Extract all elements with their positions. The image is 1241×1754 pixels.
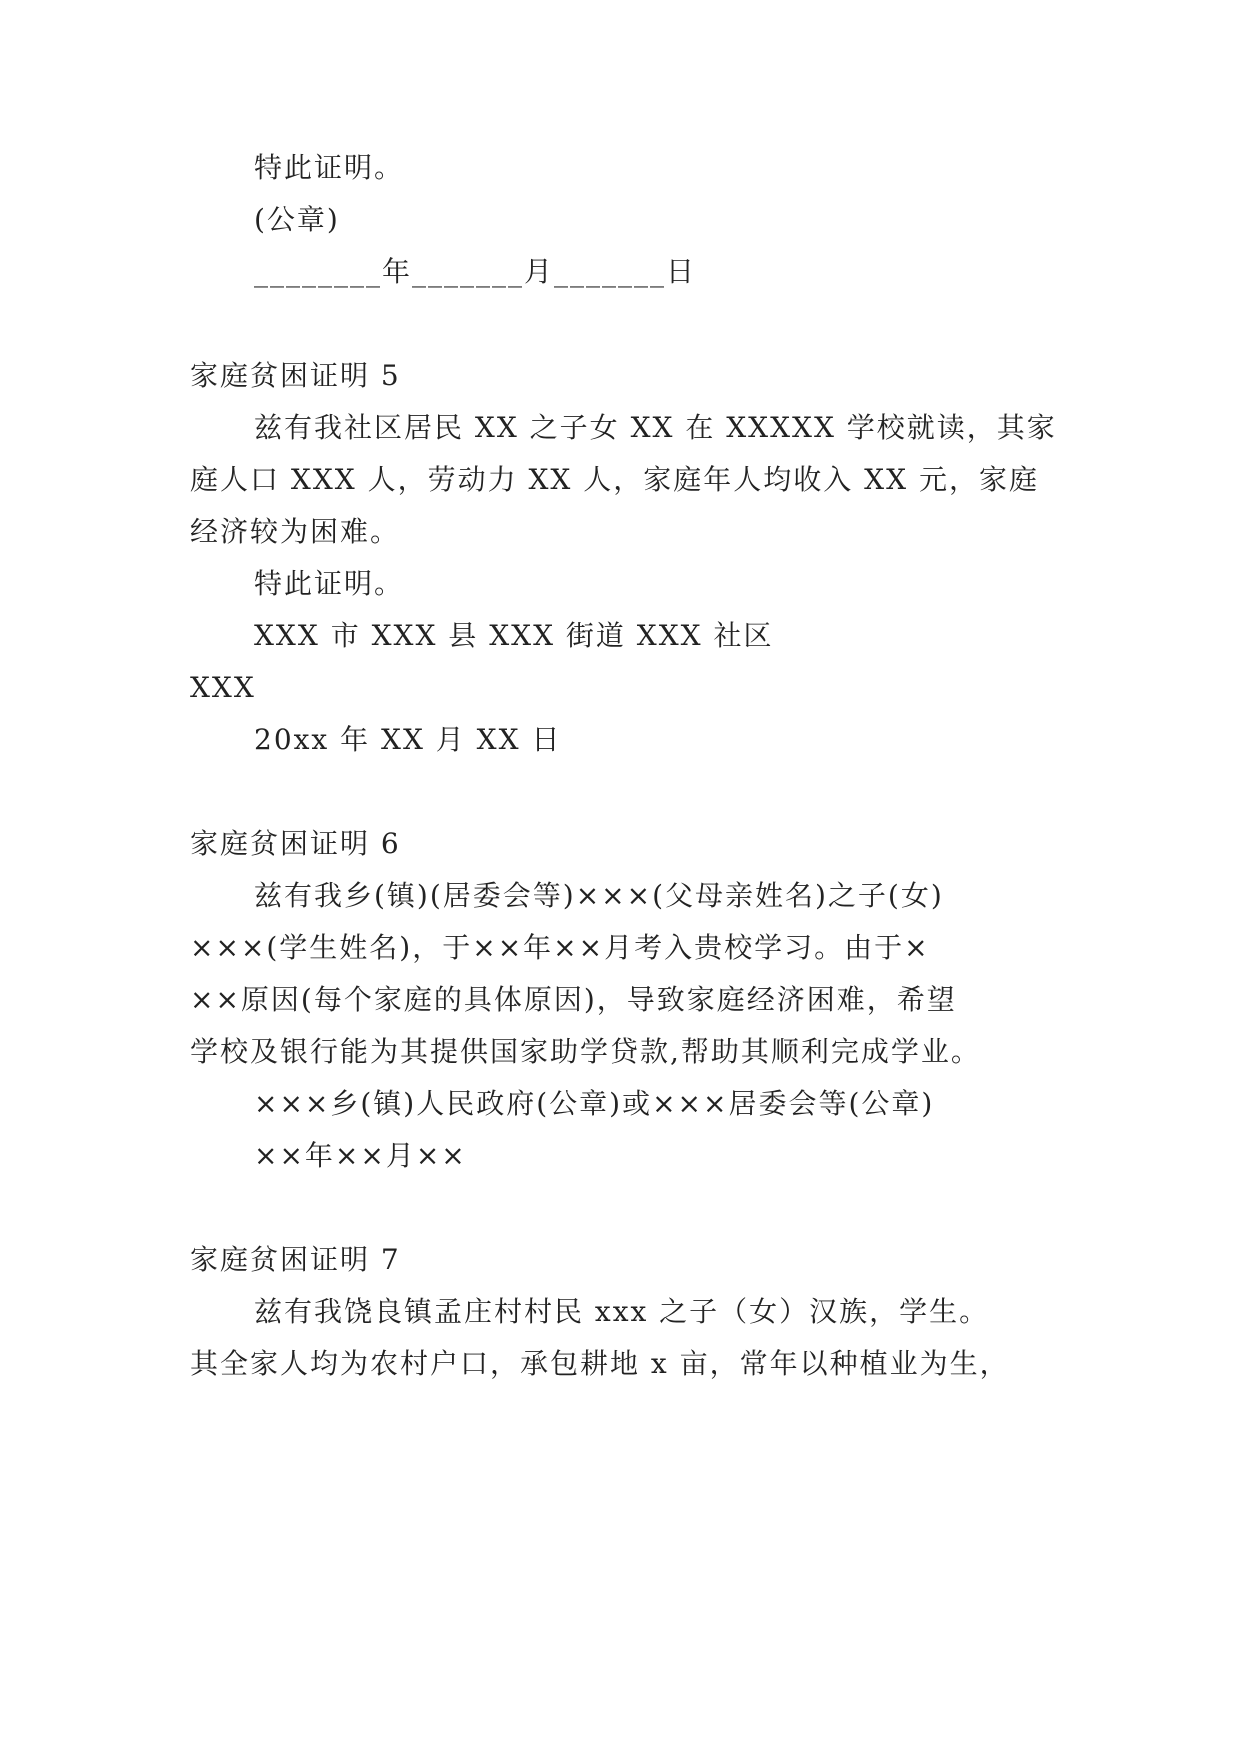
paragraph-line: 经济较为困难。 bbox=[190, 515, 401, 548]
seal-text: (公章) bbox=[254, 203, 340, 236]
paragraph-line: 兹有我社区居民 XX 之子女 XX 在 XXXXX 学校就读，其家 bbox=[254, 411, 1057, 444]
paragraph-line: 兹有我饶良镇孟庄村村民 xxx 之子（女）汉族，学生。 bbox=[254, 1295, 990, 1328]
section-title-6: 家庭贫困证明 6 bbox=[190, 827, 401, 860]
date-text: ××年××月×× bbox=[254, 1139, 467, 1172]
certify-text: 特此证明。 bbox=[254, 567, 405, 600]
paragraph-line: 学校及银行能为其提供国家助学贷款,帮助其顺利完成学业。 bbox=[190, 1035, 981, 1068]
paragraph-line: 庭人口 XXX 人，劳动力 XX 人，家庭年人均收入 XX 元，家庭 bbox=[190, 463, 1039, 496]
date-text: 20xx 年 XX 月 XX 日 bbox=[254, 723, 562, 756]
paragraph-line: 其全家人均为农村户口，承包耕地 x 亩，常年以种植业为生， bbox=[190, 1347, 1010, 1380]
date-blank-line: ________年_______月_______日 bbox=[254, 255, 697, 288]
section-title-7: 家庭贫困证明 7 bbox=[190, 1243, 401, 1276]
paragraph-line: ×××(学生姓名)，于××年××月考入贵校学习。由于× bbox=[190, 931, 930, 964]
paragraph-line: ××原因(每个家庭的具体原因)，导致家庭经济困难，希望 bbox=[190, 983, 957, 1016]
certify-text: 特此证明。 bbox=[254, 151, 405, 184]
paragraph-line: 兹有我乡(镇)(居委会等)×××(父母亲姓名)之子(女) bbox=[254, 879, 944, 912]
issuer-name: XXX bbox=[190, 671, 256, 704]
issuer-text: ×××乡(镇)人民政府(公章)或×××居委会等(公章) bbox=[254, 1087, 935, 1120]
issuer-text: XXX 市 XXX 县 XXX 街道 XXX 社区 bbox=[254, 619, 774, 652]
section-title-5: 家庭贫困证明 5 bbox=[190, 359, 401, 392]
